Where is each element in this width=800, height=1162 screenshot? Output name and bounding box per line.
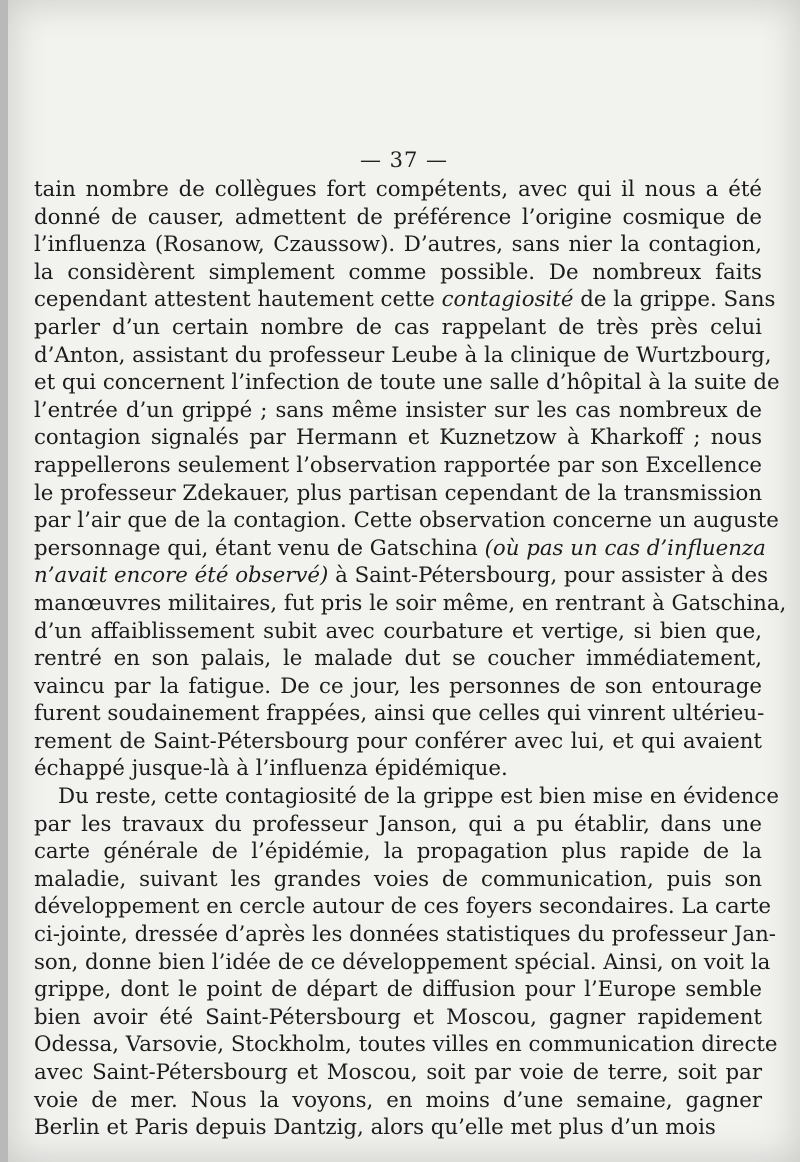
paragraph	[34, 176, 787, 783]
text-run: l’influenza (Rosanow, Czaussow). D’autres, sans nier la contagion,	[34, 232, 762, 258]
page-number: — 37 —	[359, 148, 449, 172]
text-line	[34, 590, 787, 618]
text-line	[34, 507, 779, 535]
text-run: de la grippe. Sans	[573, 287, 776, 313]
italic-text: (où pas un cas d’influenza	[484, 535, 766, 561]
text-line	[34, 424, 762, 452]
text-run: par l’air que de la contagion. Cette observation concerne un auguste	[34, 508, 779, 534]
text-line	[34, 645, 762, 673]
text-run: et qui concernent l’infection de toute une salle d’hôpital à la suite de	[34, 370, 780, 396]
text-line	[34, 893, 772, 921]
text-run: la considèrent simplement comme possible. De nombreux faits	[34, 259, 762, 285]
text-line	[34, 480, 762, 508]
text-run: à Saint-Pétersbourg, pour assister à des	[328, 563, 769, 589]
text-run: Berlin et Paris depuis Dantzig, alors qu’elle met plus d’un mois	[34, 1115, 716, 1141]
text-line	[34, 700, 765, 728]
text-line	[34, 176, 762, 204]
text-run: cependant attestent hautement cette	[34, 287, 442, 313]
italic-text: n’avait encore été observé)	[34, 563, 329, 589]
text-line	[34, 728, 762, 756]
text-run: par les travaux du professeur Janson, qui a pu établir, dans une	[34, 811, 762, 837]
text-run: rement de Saint-Pétersbourg pour conférer avec lui, et qui avaient	[34, 728, 762, 754]
text-run: tain nombre de collègues fort compétents, avec qui il nous a été	[34, 177, 762, 202]
text-run: grippe, dont le point de départ de diffusion pour l’Europe semble	[34, 977, 762, 1003]
text-line	[34, 1004, 762, 1032]
text-run: échappé jusque-là à l’influenza épidémique.	[34, 756, 508, 782]
text-run: d’un affaiblissement subit avec courbature et vertige, si bien que,	[34, 618, 762, 644]
text-run: manœuvres militaires, fut pris le soir même, en rentrant à Gatschina,	[34, 590, 787, 616]
text-line	[34, 535, 766, 563]
text-run: voie de mer. Nous la voyons, en moins d’une semaine, gagner	[34, 1087, 762, 1113]
text-line	[34, 562, 769, 590]
text-run: maladie, suivant les grandes voies de communication, puis son	[34, 866, 762, 892]
text-run: vaincu par la fatigue. De ce jour, les personnes de son entourage	[34, 673, 762, 699]
book-page	[8, 0, 800, 1162]
text-run: Odessa, Varsovie, Stockholm, toutes villes en communication directe	[34, 1032, 778, 1058]
text-run: contagion signalés par Hermann et Kuznetzow à Kharkoff ; nous	[34, 425, 762, 451]
text-line	[34, 949, 771, 977]
text-line	[34, 1114, 762, 1142]
text-run: avec Saint-Pétersbourg et Moscou, soit par voie de terre, soit par	[34, 1060, 762, 1085]
text-run: rappellerons seulement l’observation rapportée par son Excellence	[34, 452, 762, 478]
text-line	[34, 452, 762, 480]
text-line	[34, 1031, 778, 1059]
text-run: le professeur Zdekauer, plus partisan cependant de la transmission	[34, 480, 763, 506]
text-run: personnage qui, étant venu de Gatschina	[34, 535, 485, 561]
text-line	[34, 286, 776, 314]
text-run: ci-jointe, dressée d’après les données statistiques du professeur Jan-	[34, 922, 776, 948]
text-line	[34, 838, 762, 866]
body-text	[34, 176, 787, 1142]
text-line	[34, 811, 762, 839]
text-line	[34, 369, 780, 397]
text-run: carte générale de l’épidémie, la propagation plus rapide de la	[34, 839, 762, 865]
text-run: l’entrée d’un grippé ; sans même insister sur les cas nombreux de	[34, 397, 762, 423]
paragraph	[34, 783, 779, 1142]
text-line	[34, 314, 762, 342]
text-line	[34, 231, 762, 259]
text-run: Du reste, cette contagiosité de la grippe est bien mise en évidence	[58, 784, 779, 810]
text-run: rentré en son palais, le malade dut se coucher immédiatement,	[34, 646, 762, 672]
text-line	[34, 342, 772, 370]
italic-text: contagiosité	[441, 287, 574, 313]
text-line	[34, 1087, 762, 1115]
text-line	[34, 976, 762, 1004]
text-line	[34, 618, 762, 646]
text-run: parler d’un certain nombre de cas rappelant de très près celui	[34, 314, 762, 340]
text-line	[34, 673, 762, 701]
text-line	[34, 783, 779, 811]
text-line	[34, 921, 776, 949]
text-run: bien avoir été Saint-Pétersbourg et Moscou, gagner rapidement	[34, 1004, 762, 1030]
text-line	[34, 866, 762, 894]
text-run: développement en cercle autour de ces foyers secondaires. La carte	[34, 894, 772, 920]
text-run: donné de causer, admettent de préférence l’origine cosmique de	[34, 204, 762, 230]
text-run: son, donne bien l’idée de ce développement spécial. Ainsi, on voit la	[34, 949, 771, 975]
text-run: d’Anton, assistant du professeur Leube à la clinique de Wurtzbourg,	[34, 342, 772, 368]
text-line	[34, 204, 762, 232]
text-line	[34, 755, 762, 783]
text-line	[34, 1059, 762, 1087]
text-line	[34, 397, 762, 425]
text-run: furent soudainement frappées, ainsi que celles qui vinrent ultérieu-	[34, 701, 765, 727]
text-line	[34, 259, 762, 287]
